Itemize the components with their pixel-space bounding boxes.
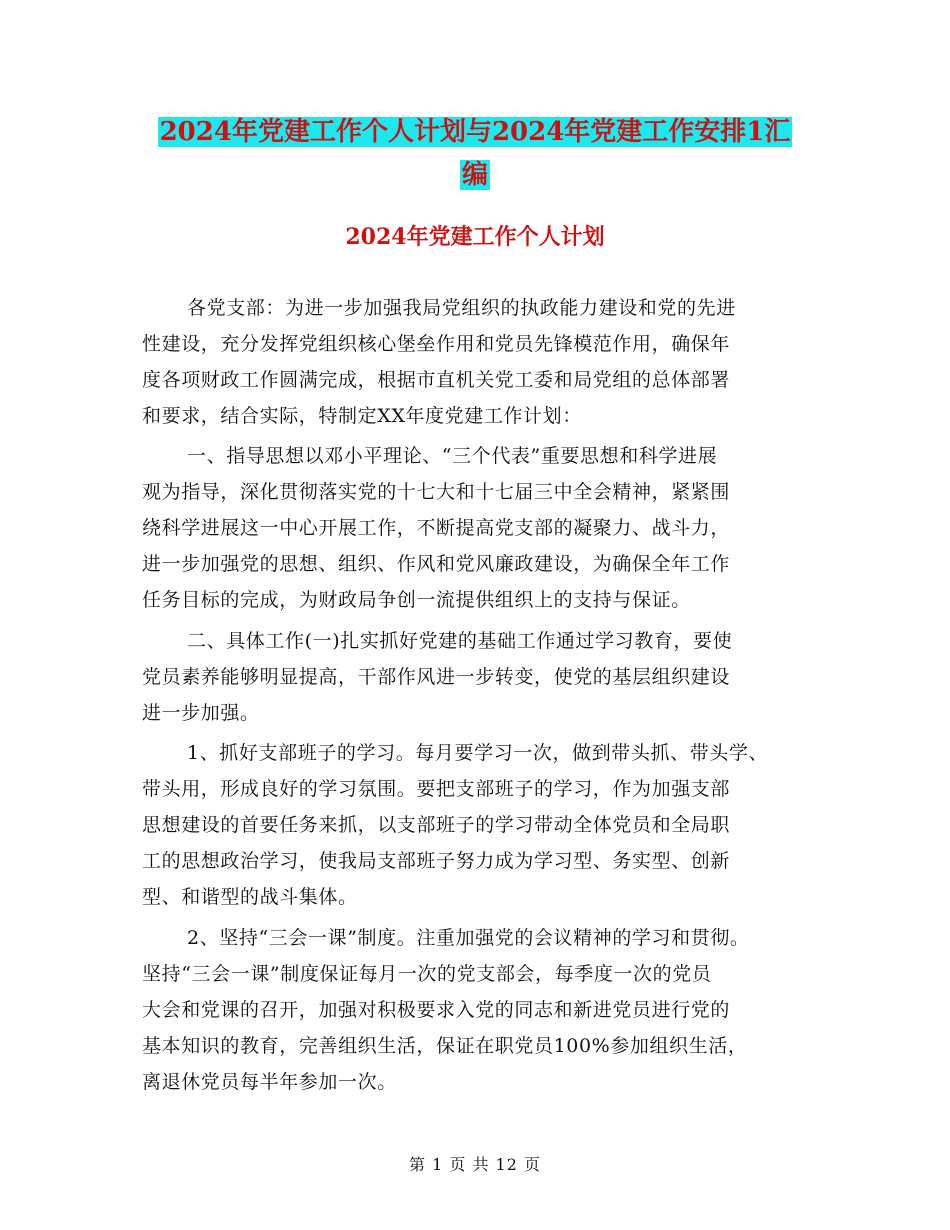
body-line: 一、指导思想以邓小平理论、“三个代表”重要思想和科学进展 <box>187 445 718 467</box>
body-line: 坚持“三会一课”制度保证每月一次的党支部会，每季度一次的党员 <box>142 963 712 985</box>
body-line: 党员素养能够明显提高，干部作风进一步转变，使党的基层组织建设 <box>142 666 731 688</box>
body-line: 离退休党员每半年参加一次。 <box>142 1071 397 1093</box>
body-line: 观为指导，深化贯彻落实党的十七大和十七届三中全会精神，紧紧围 <box>142 481 731 503</box>
body-line: 各党支部：为进一步加强我局党组织的执政能力建设和党的先进 <box>187 297 736 319</box>
document-title-line-1 <box>0 112 950 152</box>
document-title-highlight-2: 编 <box>461 160 488 190</box>
body-line: 大会和党课的召开，加强对积极要求入党的同志和新进党员进行党的 <box>142 999 731 1021</box>
body-line: 基本知识的教育，完善组织生活，保证在职党员100%参加组织生活， <box>142 1035 748 1057</box>
body-line: 进一步加强。 <box>142 702 260 724</box>
body-line: 二、具体工作(一)扎实抓好党建的基础工作通过学习教育，要使 <box>187 630 733 652</box>
body-line: 工的思想政治学习，使我局支部班子努力成为学习型、务实型、创新 <box>142 850 731 872</box>
section-heading: 2024年党建工作个人计划 <box>345 224 605 250</box>
body-line: 和要求，结合实际，特制定XX年度党建工作计划： <box>142 405 582 427</box>
body-line: 任务目标的完成，为财政局争创一流提供组织上的支持与保证。 <box>142 589 691 611</box>
body-line: 进一步加强党的思想、组织、作风和党风廉政建设，为确保全年工作 <box>142 553 731 575</box>
body-line: 性建设，充分发挥党组织核心堡垒作用和党员先锋模范作用，确保年 <box>142 333 731 355</box>
body-line: 带头用，形成良好的学习氛围。要把支部班子的学习，作为加强支部 <box>142 778 731 800</box>
page-footer: 第 1 页 共 12 页 <box>409 1155 541 1174</box>
body-line: 度各项财政工作圆满完成，根据市直机关党工委和局党组的总体部署 <box>142 369 731 391</box>
document-title-highlight-1: 2024年党建工作个人计划与2024年党建工作安排1汇 <box>159 117 791 147</box>
body-line: 2、坚持“三会一课”制度。注重加强党的会议精神的学习和贯彻。 <box>187 927 750 949</box>
body-line: 思想建设的首要任务来抓，以支部班子的学习带动全体党员和全局职 <box>142 814 731 836</box>
body-line: 1、抓好支部班子的学习。每月要学习一次，做到带头抓、带头学、 <box>187 742 769 764</box>
body-line: 绕科学进展这一中心开展工作，不断提高党支部的凝聚力、战斗力， <box>142 517 731 539</box>
body-line: 型、和谐型的战斗集体。 <box>142 886 358 908</box>
document-title-line-2 <box>0 155 950 195</box>
